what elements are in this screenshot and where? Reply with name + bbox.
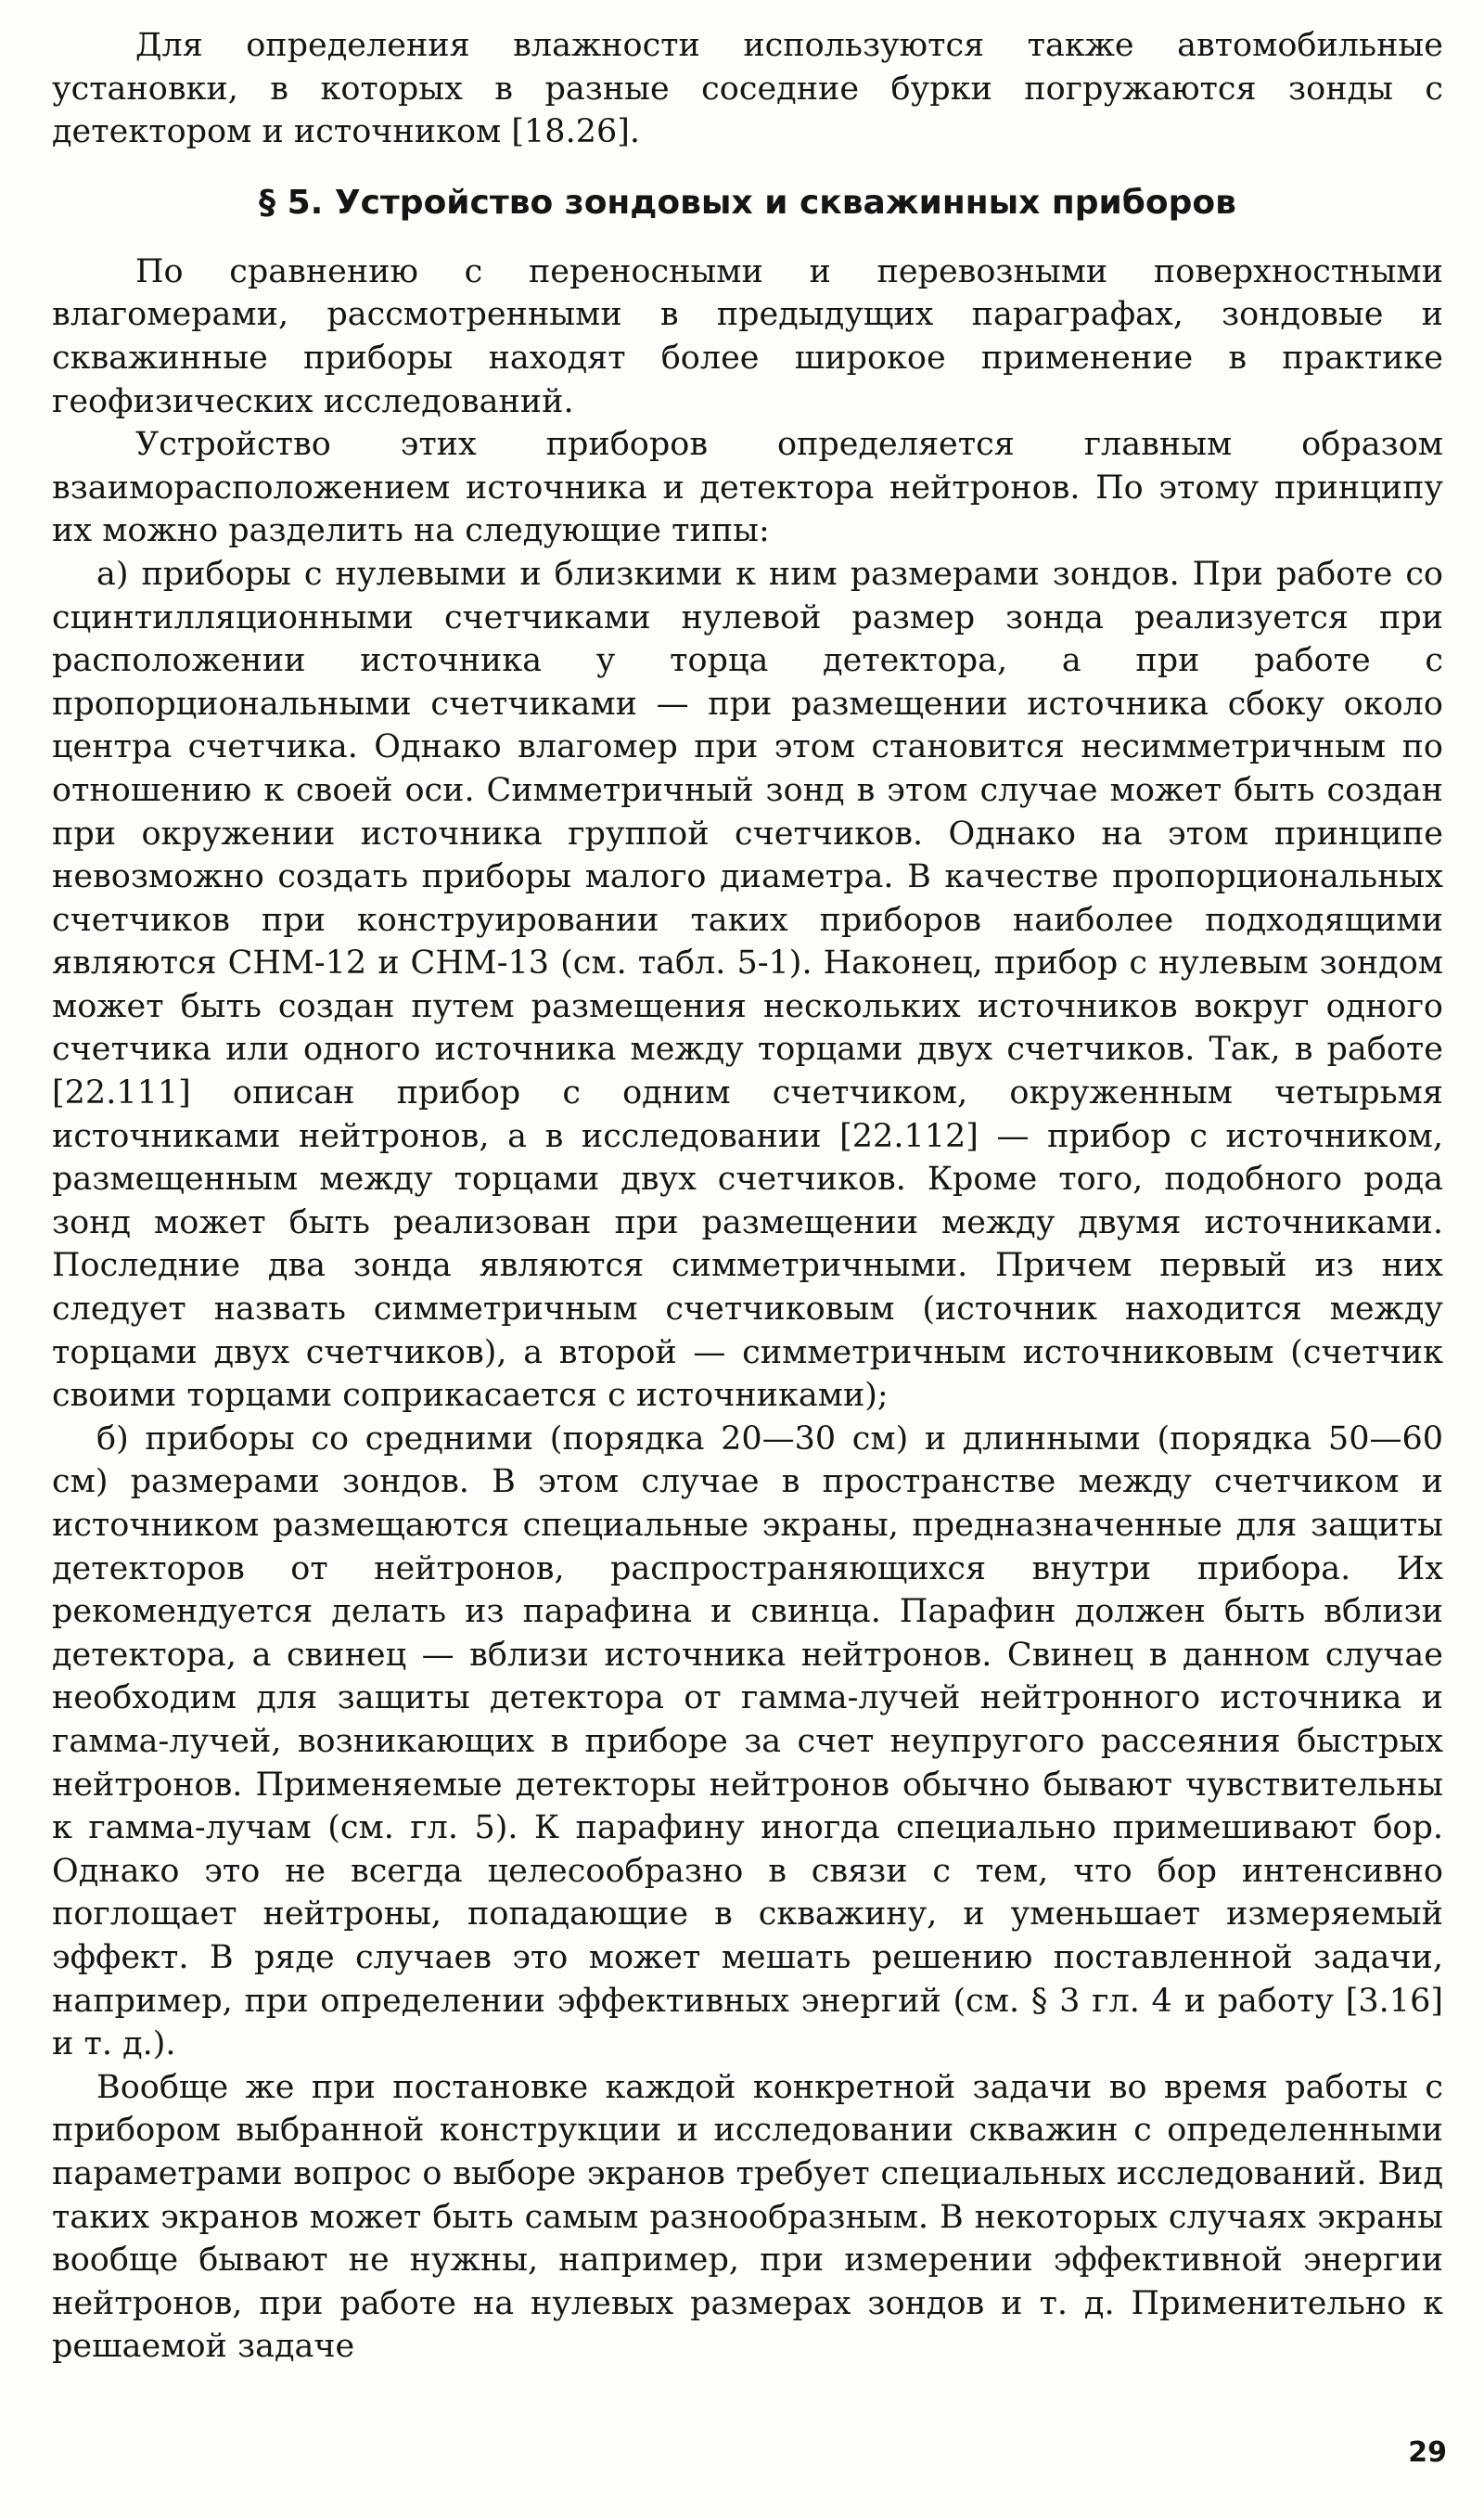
paragraph-item-b: б) приборы со средними (порядка 20—30 см) и длинными (порядка 50—60 см) размерами зондов. В этом случае в пространстве между счетчиком и источником размещаются специальные экраны, предназначенные для защиты детекторов от нейтронов, распространяющихся внутри прибора. Их рекомендуется делать из парафина и свинца. Парафин должен быть вблизи детектора, а свинец — вблизи источника нейтронов. Свинец в данном случае необходим для защиты детектора от гамма-лучей нейтронного источника и гамма-лучей, возникающих в приборе за счет неупругого рассеяния быстрых нейтронов. Применяемые детекторы нейтронов обычно бывают чувствительны к гамма-лучам (см. гл. 5). К парафину иногда специально примешивают бор. Однако это не всегда целесообразно в связи с тем, что бор интенсивно поглощает нейтроны, попадающие в скважину, и уменьшает измеряемый эффект. В ряде случаев это может мешать решению поставленной задачи, например, при определении эффективных энергий (см. § 3 гл. 4 и работу [3.16] и т. д.). [52, 1420, 1443, 2063]
paragraph-item-a: а) приборы с нулевыми и близкими к ним размерами зондов. При работе со сцинтилляционными счетчиками нулевой размер зонда реализуется при расположении источника у торца детектора, а при работе с пропорциональными счетчиками — при размещении источника сбоку около центра счетчика. Однако влагомер при этом становится несимметричным по отношению к своей оси. Симметричный зонд в этом случае может быть создан при окружении источника группой счетчиков. Однако на этом принципе невозможно создать приборы малого диаметра. В качестве пропорциональных счетчиков при конструировании таких приборов наиболее подходящими являются СНМ-12 и СНМ-13 (см. табл. 5-1). Наконец, прибор с нулевым зондом может быть создан путем размещения нескольких источников вокруг одного счетчика или одного источника между торцами двух счетчиков. Так, в работе [22.111] описан прибор с одним счетчиком, окруженным четырьмя источниками нейтронов, а в исследовании [22.112] — прибор с источником, размещенным между торцами двух счетчиков. Кроме того, подобного рода зонд может быть реализован при размещении между двумя источниками. Последние два зонда являются симметричными. Причем первый из них следует назвать симметричным счетчиковым (источник находится между торцами двух счетчиков), а второй — симметричным источниковым (счетчик своими торцами соприкасается с источниками); [52, 555, 1443, 1415]
paragraph-comparison: По сравнению с переносными и перевозными поверхностными влагомерами, рассмотренными в предыдущих параграфах, зондовые и скважинные приборы находят более широкое применение в практике геофизических исследований. [52, 252, 1443, 420]
intro-paragraph: Для определения влажности используются также автомобильные установки, в которых в разные соседние бурки погружаются зонды с детектором и источником [18.26]. [52, 27, 1443, 151]
paragraph-screens: Вообще же при постановке каждой конкретной задачи во время работы с прибором выбранной конструкции и исследовании скважин с определенными параметрами вопрос о выборе экранов требует специальных исследований. Вид таких экранов может быть самым разнообразным. В некоторых случаях экраны вообще бывают не нужны, например, при измерении эффективной энергии нейтронов, при работе на нулевых размерах зондов и т. д. Применительно к решаемой задаче [52, 2068, 1443, 2366]
page-text [52, 24, 1443, 2369]
paragraph-device-types: Устройство этих приборов определяется главным образом взаиморасположением источника и детектора нейтронов. По этому принципу их можно разделить на следующие типы: [52, 426, 1443, 550]
section-heading: § 5. Устройство зондовых и скважинных приборов [259, 183, 1236, 222]
page-number: 29 [1408, 2436, 1447, 2469]
